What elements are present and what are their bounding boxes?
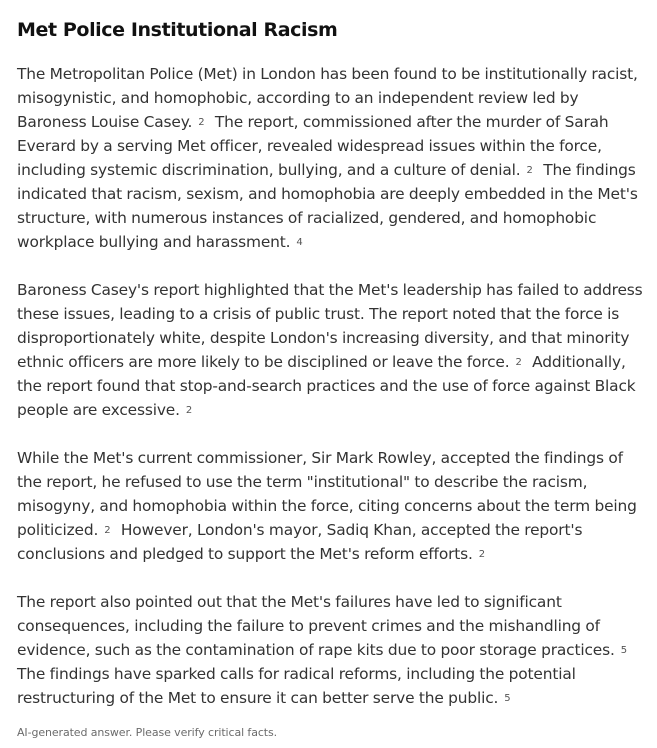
citation-link[interactable]: 5 <box>620 645 627 656</box>
citation-link[interactable]: 4 <box>296 237 303 248</box>
answer-sentence: While the Met's current commissioner, Sir Mark Rowley, accepted the findings of the report, he refused to use the term "institutional" to describe the racism, misogyny, and homophobia within the force, citing concerns about the term being politicized. <box>17 449 637 539</box>
citation-link[interactable]: 5 <box>504 693 511 704</box>
answer-sentence: The findings indicated that racism, sexism, and homophobia are deeply embedded in the Met's structure, with numerous instances of racialized, gendered, and homophobic workplace bullying and harassment. <box>17 161 638 251</box>
answer-title: Met Police Institutional Racism <box>17 19 338 41</box>
ai-answer-panel <box>17 16 647 734</box>
answer-sentence: Additionally, the report found that stop-and-search practices and the use of force against Black people are excessive. <box>17 353 636 419</box>
answer-sentence: The report also pointed out that the Met's failures have led to significant consequences, including the failure to prevent crimes and the mishandling of evidence, such as the contamination of rape kits due to poor storage practices. <box>17 593 615 659</box>
answer-paragraph-3 <box>17 446 647 566</box>
answer-sentence: The Metropolitan Police (Met) in London has been found to be institutionally racist, misogynistic, and homophobic, according to an independent review led by Baroness Louise Casey. <box>17 65 638 131</box>
ai-disclaimer: AI-generated answer. Please verify critical facts. <box>17 726 278 739</box>
citation-link[interactable]: 2 <box>185 405 193 416</box>
citation-link[interactable]: 2 <box>198 117 205 128</box>
answer-sentence: The findings have sparked calls for radical reforms, including the potential restructuring of the Met to ensure it can better serve the public. <box>17 665 576 707</box>
citation-link[interactable]: 2 <box>515 357 522 368</box>
answer-sentence: However, London's mayor, Sadiq Khan, accepted the report's conclusions and pledged to support the Met's reform efforts. <box>17 521 583 563</box>
answer-paragraph-2 <box>17 278 647 422</box>
citation-link[interactable]: 2 <box>526 165 533 176</box>
answer-sentence: The report, commissioned after the murder of Sarah Everard by a serving Met officer, revealed widespread issues within the force, including systemic discrimination, bullying, and a culture of denial. <box>17 113 609 179</box>
answer-sentence: Baroness Casey's report highlighted that the Met's leadership has failed to address these issues, leading to a crisis of public trust. The report noted that the force is disproportionately white, despite London's increasing diversity, and that minority ethnic officers are more likely to be disciplined or leave the force. <box>17 281 643 371</box>
answer-paragraph-4 <box>17 590 647 710</box>
citation-link[interactable]: 2 <box>104 525 111 536</box>
citation-link[interactable]: 2 <box>478 549 485 560</box>
answer-paragraph-1 <box>17 62 647 254</box>
